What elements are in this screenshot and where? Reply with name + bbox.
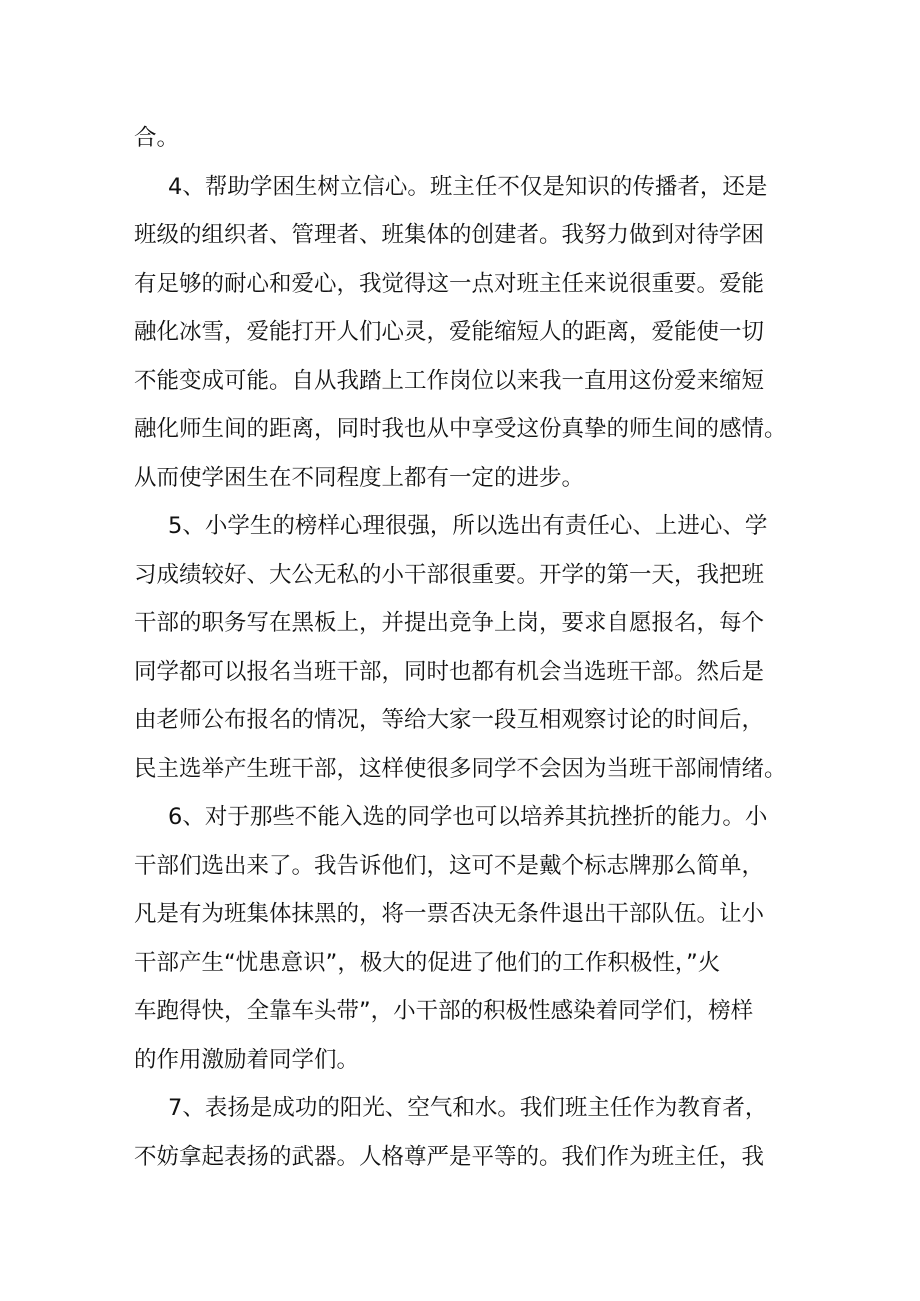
- text-line: 班级的组织者、管理者、班集体的创建者。我努力做到对待学困: [134, 222, 765, 248]
- text-line: 4、帮助学困生树立信心。班主任不仅是知识的传播者，还是: [168, 174, 768, 200]
- text-line: 不能变成可能。自从我踏上工作岗位以来我一直用这份爱来缩短: [134, 368, 765, 394]
- text-line: 民主选举产生班干部，这样使很多同学不会因为当班干部闹情绪。: [134, 756, 787, 782]
- text-line: 同学都可以报名当班干部，同时也都有机会当选班干部。然后是: [134, 659, 765, 685]
- text-line: 有足够的耐心和爱心，我觉得这一点对班主任来说很重要。爱能: [134, 271, 765, 297]
- text-line: 干部们选出来了。我告诉他们，这可不是戴个标志牌那么简单，: [134, 853, 765, 879]
- text-line: 凡是有为班集体抹黑的，将一票否决无条件退出干部队伍。让小: [134, 901, 765, 927]
- text-line: 7、表扬是成功的阳光、空气和水。我们班主任作为教育者，: [168, 1095, 768, 1121]
- text-line: 5、小学生的榜样心理很强，所以选出有责任心、上进心、学: [168, 513, 768, 539]
- text-line: 习成绩较好、大公无私的小干部很重要。开学的第一天，我把班: [134, 562, 765, 588]
- text-line: 的作用激励着同学们。: [134, 1047, 360, 1073]
- text-line: 6、对于那些不能入选的同学也可以培养其抗挫折的能力。小: [168, 804, 768, 830]
- text-line: 由老师公布报名的情况，等给大家一段互相观察讨论的时间后，: [134, 707, 765, 733]
- text-line: 合。: [134, 125, 180, 151]
- text-line: 干部的职务写在黑板上，并提出竞争上岗，要求自愿报名，每个: [134, 610, 765, 636]
- text-line: 干部产生“忧患意识”，极大的促进了他们的工作积极性，”火: [134, 950, 721, 976]
- text-line: 融化师生间的距离，同时我也从中享受这份真挚的师生间的感情。: [134, 416, 787, 442]
- text-line: 不妨拿起表扬的武器。人格尊严是平等的。我们作为班主任，我: [134, 1144, 765, 1170]
- text-line: 车跑得快，全靠车头带”，小干部的积极性感染着同学们，榜样: [134, 998, 754, 1024]
- text-line: 融化冰雪，爱能打开人们心灵，爱能缩短人的距离，爱能使一切: [134, 319, 765, 345]
- text-line: 从而使学困生在不同程度上都有一定的进步。: [134, 465, 585, 491]
